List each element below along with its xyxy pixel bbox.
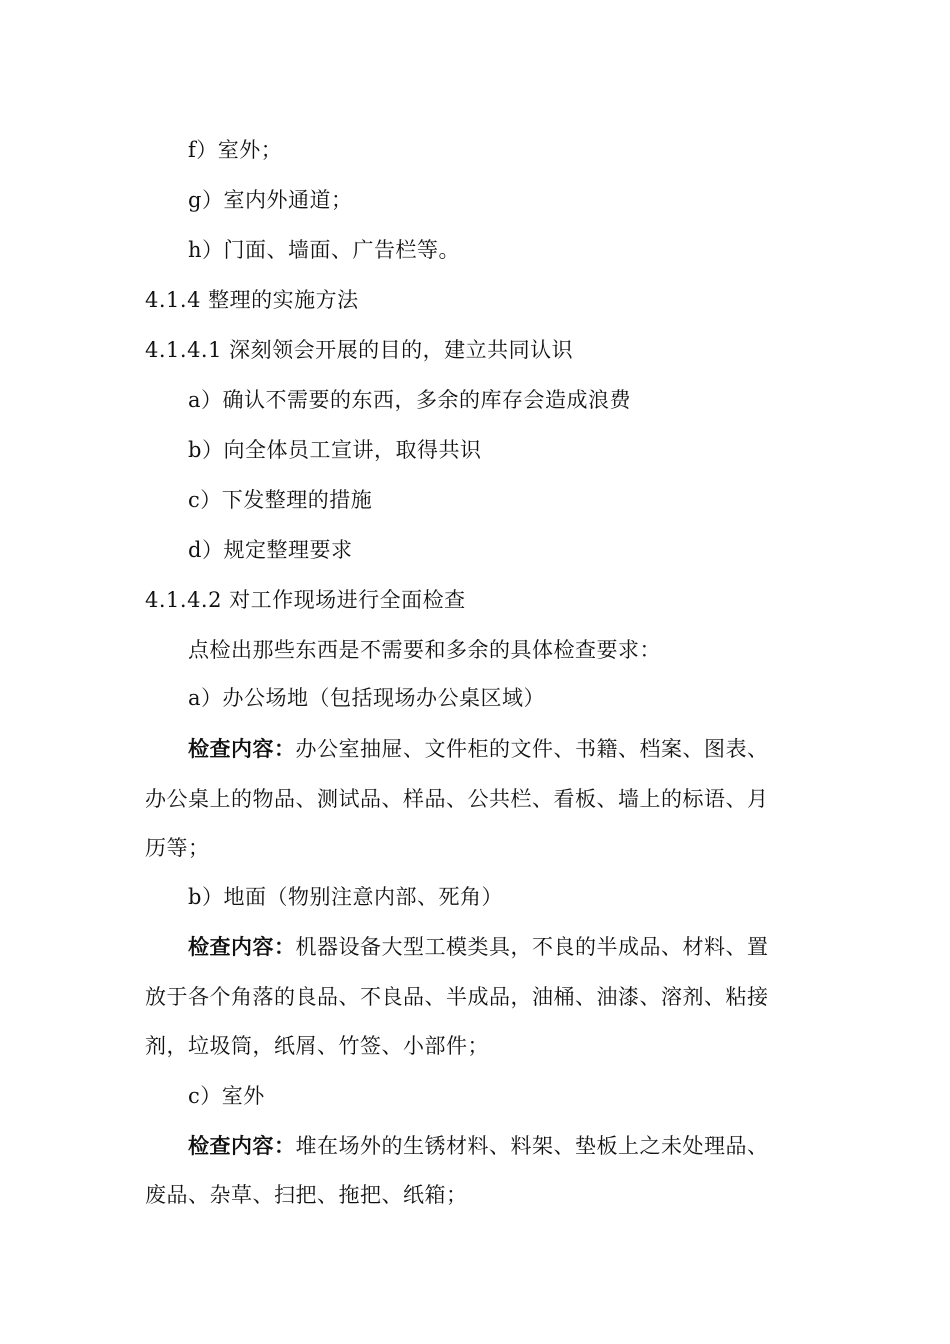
list-item-d: d）规定整理要求 [188, 538, 353, 562]
list-item-c: c）下发整理的措施 [188, 488, 373, 512]
check-c-text-1: 堆在场外的生锈材料、料架、垫板上之未处理品、 [295, 1134, 769, 1158]
list-item-a: a）确认不需要的东西，多余的库存会造成浪费 [188, 388, 632, 412]
check-b-line-2: 放于各个角落的良品、不良品、半成品，油桶、油漆、溶剂、粘接 [145, 985, 769, 1009]
check-c-title: c）室外 [188, 1084, 265, 1108]
check-c-line-2: 废品、杂草、扫把、拖把、纸箱； [145, 1183, 468, 1207]
check-b-line-1 [188, 935, 769, 959]
section-heading-4-1-4-2: 4.1.4.2 对工作现场进行全面检查 [145, 588, 466, 612]
check-b-line-3: 剂，垃圾筒，纸屑、竹签、小部件； [145, 1034, 489, 1058]
list-item-b: b）向全体员工宣讲，取得共识 [188, 438, 482, 462]
section-heading-4-1-4: 4.1.4 整理的实施方法 [145, 288, 359, 312]
list-item-h: h）门面、墙面、广告栏等。 [188, 238, 461, 262]
check-a-line-1 [188, 737, 769, 761]
check-label: 检查内容： [188, 736, 296, 761]
check-a-text-1: 办公室抽屉、文件柜的文件、书籍、档案、图表、 [295, 737, 769, 761]
check-a-line-3: 历等； [145, 836, 210, 860]
check-c-line-1 [188, 1134, 769, 1158]
check-label: 检查内容： [188, 1133, 296, 1158]
section-heading-4-1-4-1: 4.1.4.1 深刻领会开展的目的，建立共同认识 [145, 338, 574, 362]
check-label: 检查内容： [188, 934, 296, 959]
check-a-title: a）办公场地（包括现场办公桌区域） [188, 686, 546, 710]
check-b-title: b）地面（物别注意内部、死角） [188, 885, 503, 909]
check-b-text-1: 机器设备大型工模类具，不良的半成品、材料、置 [295, 935, 769, 959]
list-item-f: f）室外； [188, 138, 283, 162]
check-a-line-2: 办公桌上的物品、测试品、样品、公共栏、看板、墙上的标语、月 [145, 787, 769, 811]
paragraph-intro: 点检出那些东西是不需要和多余的具体检查要求： [188, 638, 661, 662]
list-item-g: g）室内外通道； [188, 188, 353, 212]
